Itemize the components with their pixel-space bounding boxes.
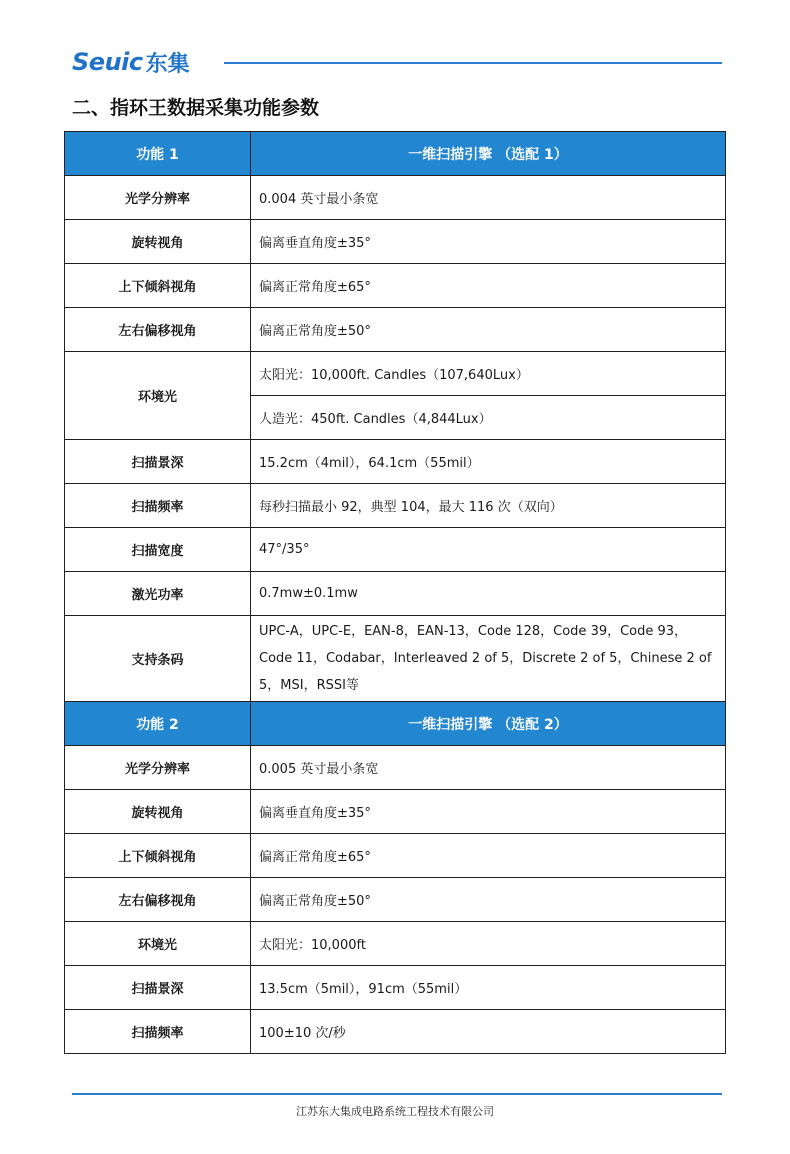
company-logo bbox=[72, 44, 190, 80]
table-row bbox=[65, 922, 726, 966]
row-value: 人造光：450ft. Candles（4,844Lux） bbox=[251, 396, 726, 440]
row-value: 每秒扫描最小 92，典型 104，最大 116 次（双向） bbox=[251, 484, 726, 528]
section-title-cell: 一维扫描引擎 （选配 2） bbox=[251, 702, 726, 746]
section-label: 功能 2 bbox=[65, 702, 251, 746]
section-title: 二、指环王数据采集功能参数 bbox=[72, 97, 320, 119]
header-divider bbox=[224, 62, 722, 64]
row-key: 环境光 bbox=[65, 352, 251, 440]
table-section-header bbox=[65, 132, 726, 176]
table-row bbox=[65, 440, 726, 484]
footer-company-name: 江苏东大集成电路系统工程技术有限公司 bbox=[296, 1105, 494, 1118]
row-key: 上下倾斜视角 bbox=[65, 834, 251, 878]
row-key: 扫描景深 bbox=[65, 966, 251, 1010]
table-row bbox=[65, 878, 726, 922]
section-title-cell: 一维扫描引擎 （选配 1） bbox=[251, 132, 726, 176]
row-value: 偏离正常角度±65° bbox=[251, 264, 726, 308]
table-row bbox=[65, 176, 726, 220]
table-row bbox=[65, 616, 726, 702]
row-key: 激光功率 bbox=[65, 572, 251, 616]
row-value: 偏离垂直角度±35° bbox=[251, 220, 726, 264]
row-value: 13.5cm（5mil），91cm（55mil） bbox=[251, 966, 726, 1010]
table-row bbox=[65, 572, 726, 616]
row-key: 光学分辨率 bbox=[65, 746, 251, 790]
row-value: 15.2cm（4mil），64.1cm（55mil） bbox=[251, 440, 726, 484]
row-value: 偏离垂直角度±35° bbox=[251, 790, 726, 834]
table-row bbox=[65, 834, 726, 878]
table-row bbox=[65, 264, 726, 308]
row-value: 0.004 英寸最小条宽 bbox=[251, 176, 726, 220]
logo-chinese-name: 东集 bbox=[145, 51, 190, 77]
table-row bbox=[65, 220, 726, 264]
table-row bbox=[65, 528, 726, 572]
row-key: 扫描景深 bbox=[65, 440, 251, 484]
footer-divider bbox=[72, 1093, 722, 1095]
row-value: 100±10 次/秒 bbox=[251, 1010, 726, 1054]
table-row bbox=[65, 484, 726, 528]
row-value: 0.005 英寸最小条宽 bbox=[251, 746, 726, 790]
table-row bbox=[65, 746, 726, 790]
row-value: 47°/35° bbox=[251, 528, 726, 572]
row-key: 左右偏移视角 bbox=[65, 308, 251, 352]
row-key: 支持条码 bbox=[65, 616, 251, 702]
table-section-header bbox=[65, 702, 726, 746]
logo-wordmark: Seuic bbox=[72, 48, 143, 76]
table-row bbox=[65, 966, 726, 1010]
table-row bbox=[65, 1010, 726, 1054]
table-row bbox=[65, 790, 726, 834]
row-value: 0.7mw±0.1mw bbox=[251, 572, 726, 616]
section-label: 功能 1 bbox=[65, 132, 251, 176]
row-value: 偏离正常角度±50° bbox=[251, 878, 726, 922]
row-value: 太阳光：10,000ft bbox=[251, 922, 726, 966]
table-row bbox=[65, 308, 726, 352]
row-value: 太阳光：10,000ft. Candles（107,640Lux） bbox=[251, 352, 726, 396]
row-key: 光学分辨率 bbox=[65, 176, 251, 220]
row-key: 扫描频率 bbox=[65, 1010, 251, 1054]
row-value: 偏离正常角度±65° bbox=[251, 834, 726, 878]
row-key: 上下倾斜视角 bbox=[65, 264, 251, 308]
row-key: 旋转视角 bbox=[65, 790, 251, 834]
spec-table bbox=[64, 131, 726, 1054]
row-key: 环境光 bbox=[65, 922, 251, 966]
table-row bbox=[65, 352, 726, 396]
row-key: 旋转视角 bbox=[65, 220, 251, 264]
page-header bbox=[72, 44, 722, 80]
row-value: UPC-A，UPC-E，EAN-8，EAN-13，Code 128，Code 39，Code 93，Code 11，Codabar，Interleaved 2 of 5，Discrete 2 of 5，Chinese 2 of 5，MSI，RSSI等 bbox=[251, 616, 726, 702]
row-key: 扫描宽度 bbox=[65, 528, 251, 572]
row-value: 偏离正常角度±50° bbox=[251, 308, 726, 352]
row-key: 扫描频率 bbox=[65, 484, 251, 528]
row-key: 左右偏移视角 bbox=[65, 878, 251, 922]
